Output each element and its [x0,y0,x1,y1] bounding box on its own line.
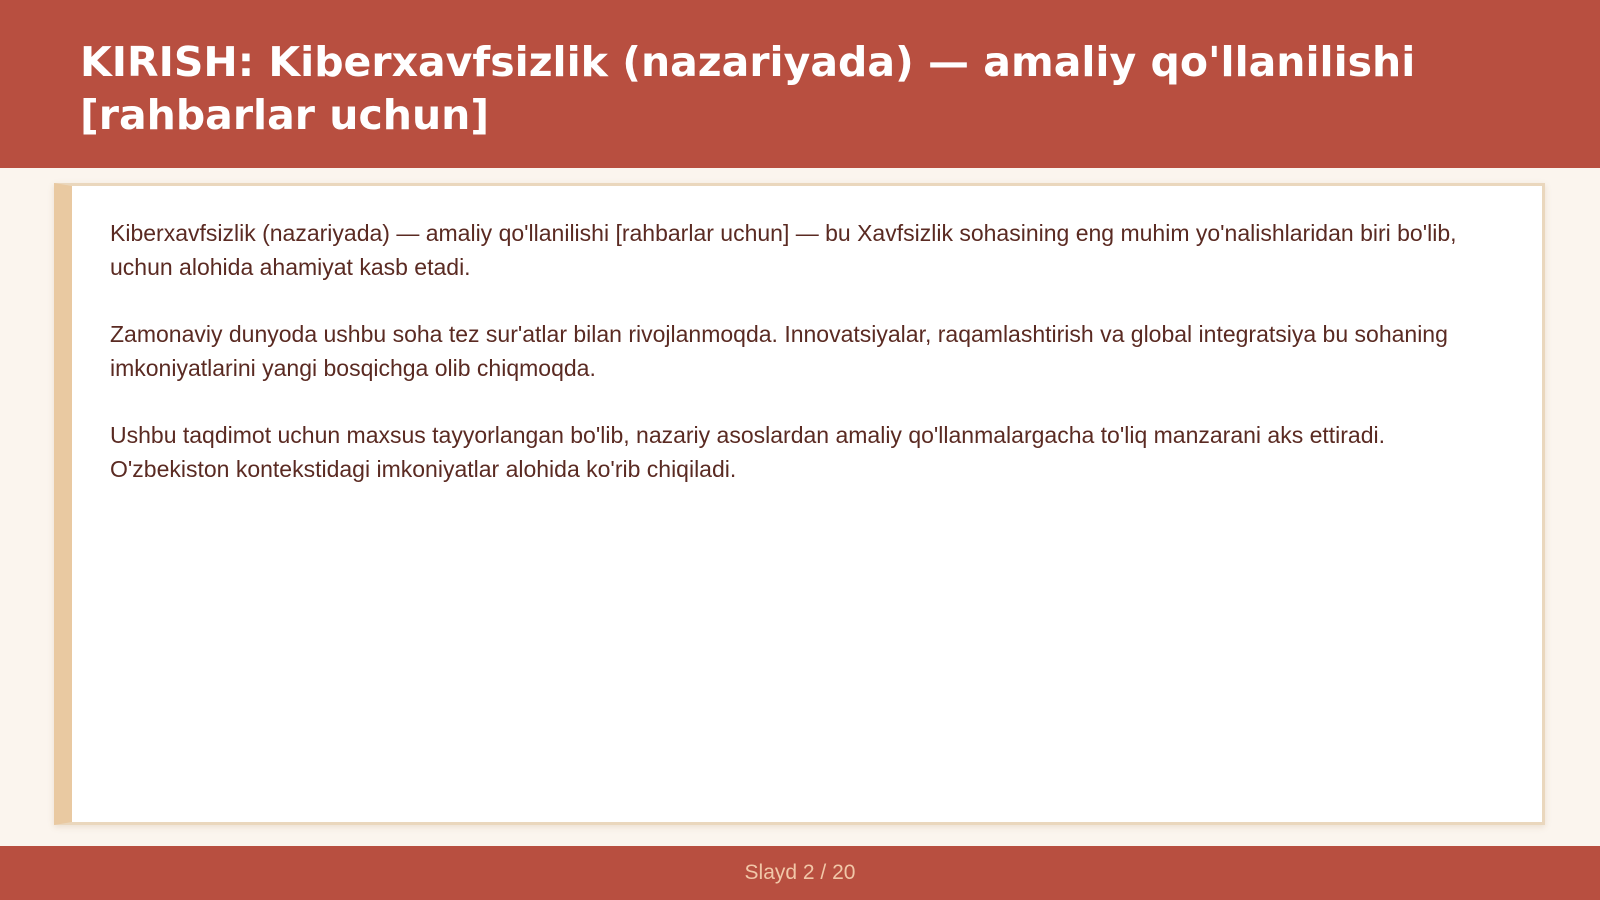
slide-counter: Slayd 2 / 20 [744,861,856,884]
presentation-purpose-paragraph: Ushbu taqdimot uchun maxsus tayyorlangan bo'lib, nazariy asoslardan amaliy qo'llanmalargacha to'liq manzarani aks ettiradi. O'zbekiston kontekstidagi imkoniyatlar alohida ko'rib chiqiladi. [110,422,1386,482]
slide-title: KIRISH: Kiberxavfsizlik (nazariyada) — amaliy qo'llanilishi [rahbarlar uchun] [80,38,1416,139]
intro-paragraph: Kiberxavfsizlik (nazariyada) — amaliy qo'llanilishi [rahbarlar uchun] — bu Xavfsizlik sohasining eng muhim yo'nalishlaridan biri bo'lib, uchun alohida ahamiyat kasb etadi. [110,220,1457,280]
slide-footer [0,846,1600,900]
content-card [54,183,1545,825]
modern-world-paragraph: Zamonaviy dunyoda ushbu soha tez sur'atlar bilan rivojlanmoqda. Innovatsiyalar, raqamlashtirish va global integratsiya bu sohaning imkoniyatlarini yangi bosqichga olib chiqmoqda. [110,321,1448,381]
slide-header [0,0,1600,168]
